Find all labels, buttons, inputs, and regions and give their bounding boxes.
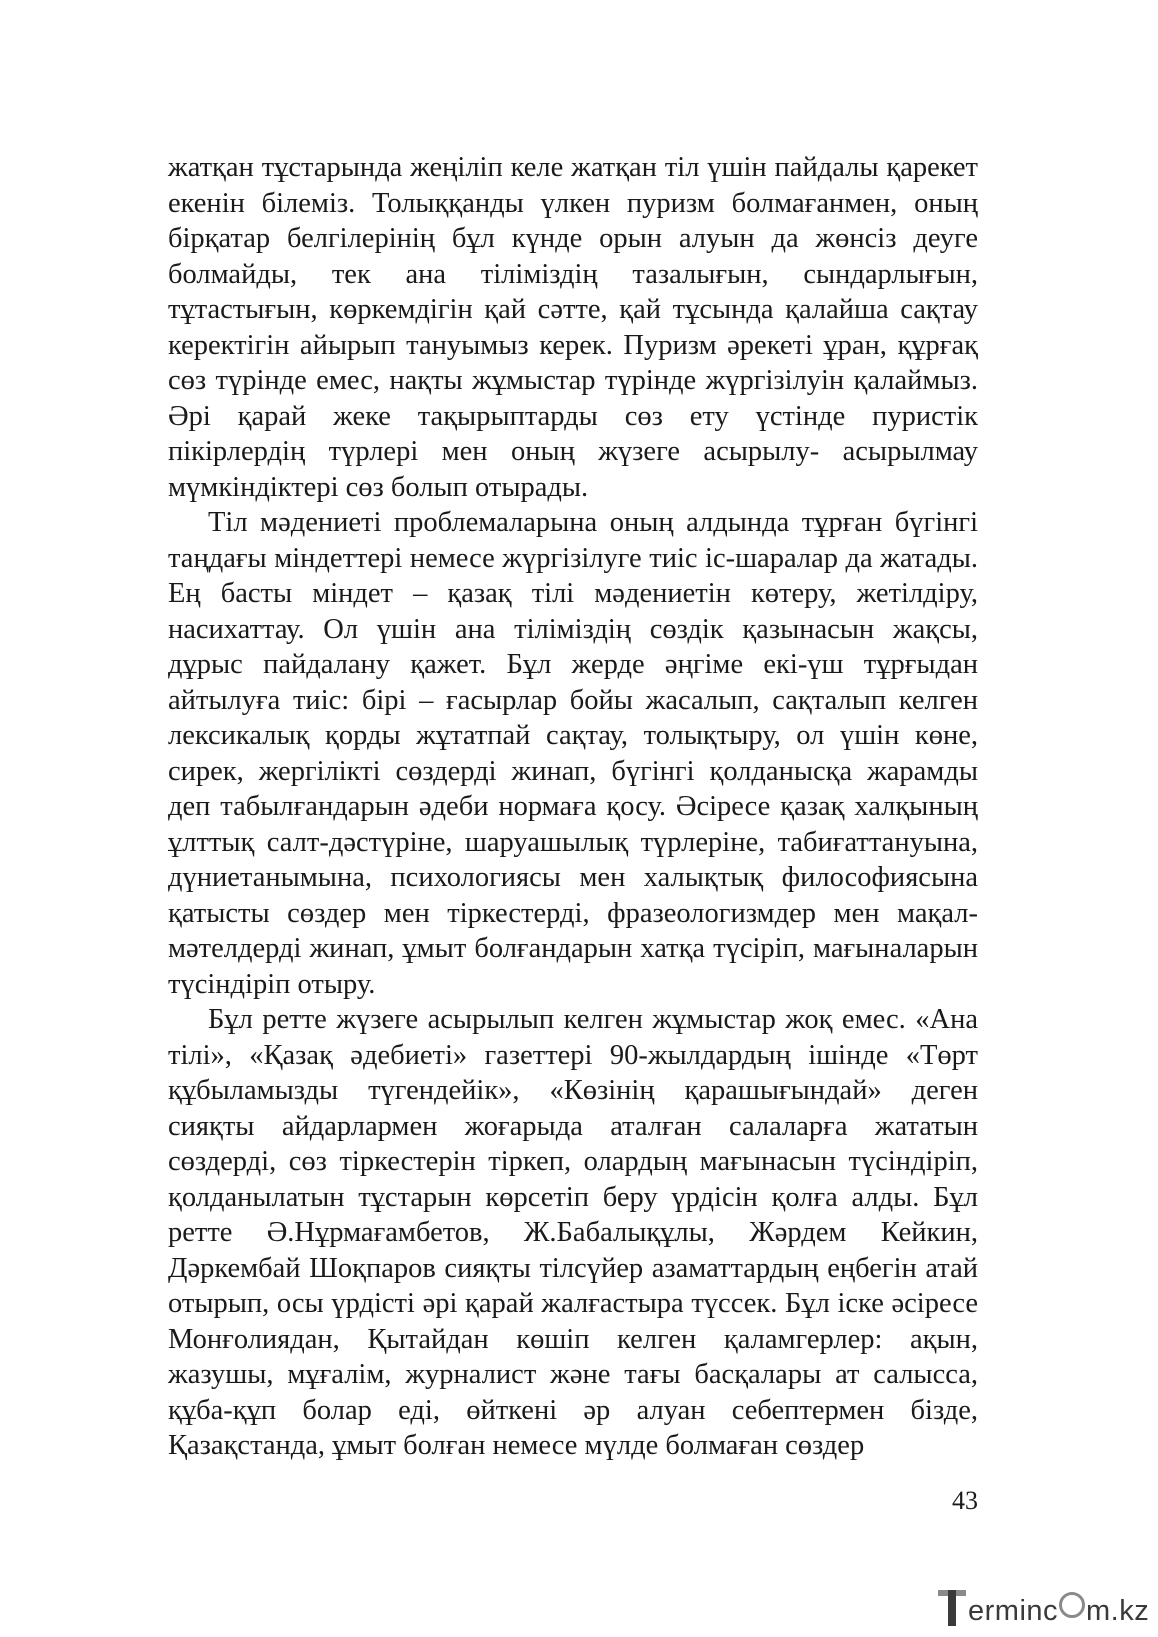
paragraph-2: Тіл мәдениеті проблемаларына оның алдында тұрған бүгінгі таңдағы міндеттері немесе жүргізілуге тиіс іс-шаралар да жатады. Ең басты міндет – қазақ тілі мәдениетін көтеру, жетілдіру, насихаттау. Ол үшін ана тіліміздің сөздік қазынасын жақсы, дұрыс пайдалану қажет. Бұл жерде әңгіме екі-үш тұрғыдан айтылуға тиіс: бірі – ғасырлар бойы жасалып, сақталып келген лексикалық қорды жұтатпай сақтау, толықтыру, ол үшін көне, сирек, жергілікті сөздерді жинап, бүгінгі қолданысқа жарамды деп табылғандарын әдеби нормаға қосу. Әсіресе қазақ халқының ұлттық салт-дәстүріне, шаруашылық түрлеріне, табиғаттануына, дүниетанымына, психологиясы мен халықтық философиясына қатысты сөздер мен тіркестерді, фразеологизмдер мен мақал-мәтелдерді жинап, ұмыт болғандарын хатқа түсіріп, мағыналарын түсіндіріп отыру.	[168, 507, 978, 1000]
termincom-watermark-logo	[938, 1588, 1149, 1626]
watermark-text-part1: erminc	[968, 1595, 1059, 1627]
watermark-t-logo-icon	[938, 1590, 966, 1626]
paragraph-1: жатқан тұстарында жеңіліп келе жатқан тіл үшін пайдалы қарекет екенін білеміз. Толыққанды үлкен пуризм болмағанмен, оның бірқатар белгілерінің бұл күнде орын алуын да жөнсіз деуге болмайды, тек ана тіліміздің тазалығын, сындарлығын, тұтастығын, көркемдігін қай сәтте, қай тұсында қалайша сақтау керектігін айырып тануымыз керек. Пуризм әрекеті ұран, құрғақ сөз түрінде емес, нақты жұмыстар түрінде жүргізілуін қалаймыз. Әрі қарай жеке тақырыптарды сөз ету үстінде пуристік пікірлердің түрлері мен оның жүзеге асырылу- асырылмау мүмкіндіктері сөз болып отырады.	[168, 152, 978, 503]
watermark-o-circle-icon	[1059, 1592, 1085, 1618]
page-number: 43	[952, 1486, 978, 1515]
watermark-text	[968, 1592, 1149, 1626]
watermark-text-part2: m.kz	[1086, 1595, 1150, 1627]
paragraph-3: Бұл ретте жүзеге асырылып келген жұмыстар жоқ емес. «Ана тілі», «Қазақ әдебиеті» газеттері 90-жылдардың ішінде «Төрт құбыламызды түгендейік», «Көзінің қарашығындай» деген сияқты айдарлармен жоғарыда аталған салаларға жататын сөздерді, сөз тіркестерін тіркеп, олардың мағынасын түсіндіріп, қолданылатын тұстарын көрсетіп беру үрдісін қолға алды. Бұл ретте Ә.Нұрмағамбетов, Ж.Бабалықұлы, Жәрдем Кейкин, Дәркембай Шоқпаров сияқты тілсүйер азаматтардың еңбегін атай отырып, осы үрдісті әрі қарай жалғастыра түссек. Бұл іске әсіресе Монғолиядан, Қытайдан көшіп келген қаламгерлер: ақын, жазушы, мұғалім, журналист және тағы басқалары ат салысса, құба-құп болар еді, өйткені әр алуан себептермен бізде, Қазақстанда, ұмыт болған немесе мүлде болмаған сөздер	[168, 1004, 978, 1461]
body-text	[168, 150, 978, 1464]
